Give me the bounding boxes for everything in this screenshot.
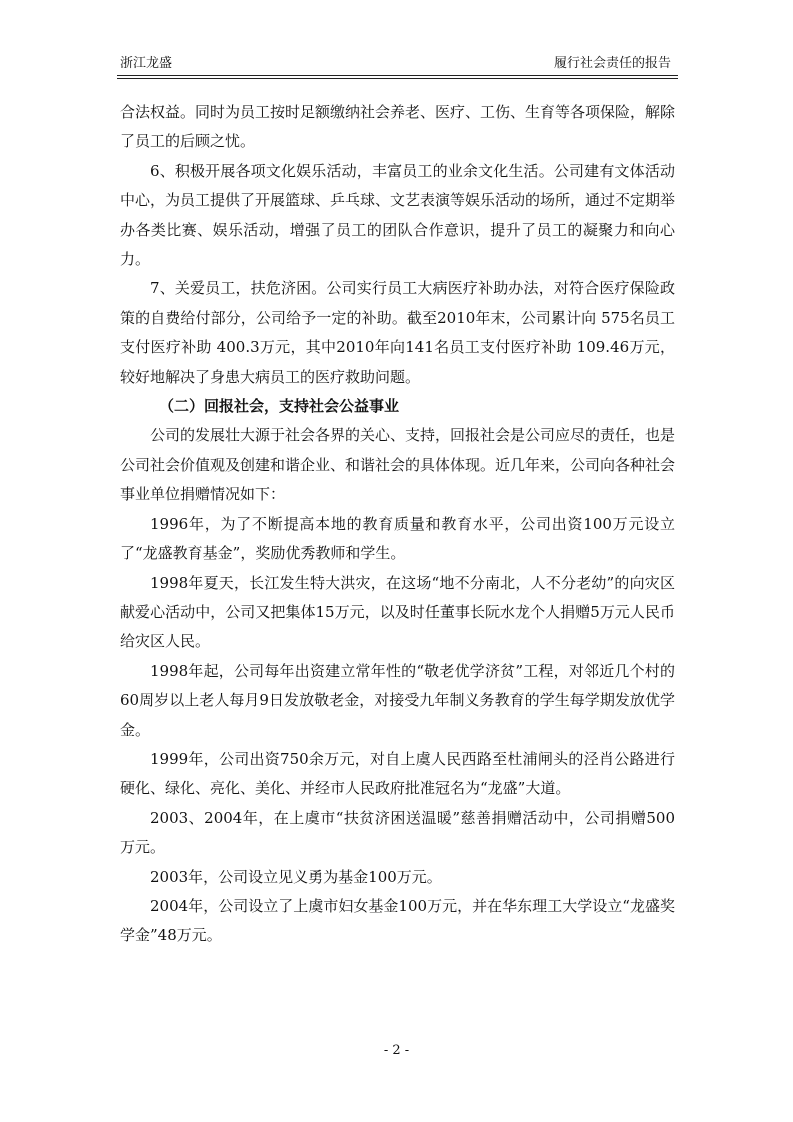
paragraph-2003: 2003年，公司设立见义勇为基金100万元。 [150, 867, 442, 886]
paragraph-1998-program: 1998年起，公司每年出资建立常年性的“敬老优学济贫”工程，对邻近几个村的60周岁以上老人每月9日发放敬老金，对接受九年制义务教育的学生每学期发放优学金。 [120, 661, 675, 739]
header-company: 浙江龙盛 [120, 56, 173, 71]
paragraph-1998-flood: 1998年夏天，长江发生特大洪灾，在这场“地不分南北，人不分老幼”的向灾区献爱心活动中，公司又把集体15万元，以及时任董事长阮水龙个人捐赠5万元人民币给灾区人民。 [120, 573, 675, 651]
paragraph-item-6: 6、积极开展各项文化娱乐活动，丰富员工的业余文化生活。公司建有文体活动中心，为员工提供了开展篮球、乒乓球、文艺表演等娱乐活动的场所，通过不定期举办各类比赛、娱乐活动，增强了员工的团队合作意识，提升了员工的凝聚力和向心力。 [120, 161, 676, 269]
header-report-title: 履行社会责任的报告 [553, 56, 671, 71]
header-rule [117, 75, 678, 76]
paragraph-item-7: 7、关爱员工，扶危济困。公司实行员工大病医疗补助办法，对符合医疗保险政策的自费给付部分，公司给予一定的补助。截至2010年末，公司累计向 575名员工支付医疗补助 400.3万元，其中2010年向141名员工支付医疗补助 109.46万元，较好地解决了身患大病员工的医疗救助问题。 [120, 279, 675, 386]
paragraph-2003-2004: 2003、2004年，在上虞市“扶贫济困送温暖”慈善捐赠活动中，公司捐赠500万元。 [120, 808, 675, 857]
document-body [120, 98, 675, 951]
section-heading: （二）回报社会，支持社会公益事业 [159, 397, 400, 416]
paragraph-1999: 1999年，公司出资750余万元，对自上虞人民西路至杜浦闸头的泾肖公路进行硬化、绿化、亮化、美化、并经市人民政府批准冠名为“龙盛”大道。 [120, 749, 675, 798]
paragraph-2004: 2004年，公司设立了上虞市妇女基金100万元，并在华东理工大学设立“龙盛奖学金”48万元。 [120, 896, 675, 945]
paragraph-1996: 1996年，为了不断提高本地的教育质量和教育水平，公司出资100万元设立了“龙盛教育基金”，奖励优秀教师和学生。 [120, 514, 675, 563]
header-rule-secondary [117, 78, 678, 79]
paragraph-continued: 合法权益。同时为员工按时足额缴纳社会养老、医疗、工伤、生育等各项保险，解除了员工的后顾之忧。 [120, 103, 676, 151]
page-number: - 2 - [383, 1043, 410, 1058]
paragraph-intro: 公司的发展壮大源于社会各界的关心、支持，回报社会是公司应尽的责任，也是公司社会价值观及创建和谐企业、和谐社会的具体体现。近几年来，公司向各种社会事业单位捐赠情况如下： [120, 426, 676, 504]
